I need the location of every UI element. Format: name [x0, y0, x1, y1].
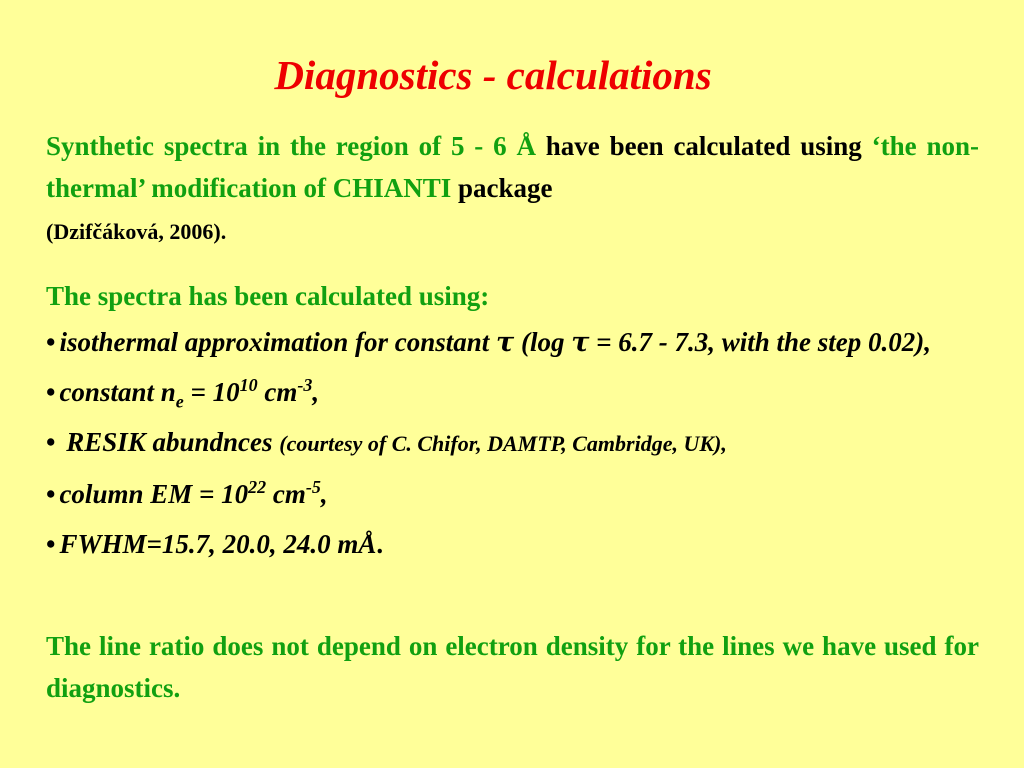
list-item: [46, 421, 979, 465]
b4-text-a: column EM = 10: [59, 479, 249, 509]
methods-list: [46, 322, 979, 573]
bullet-dot: •: [46, 479, 56, 509]
b1-text-c: = 6.7 - 7.3, with the step 0.02),: [589, 327, 932, 357]
b4-superscript-2: -5: [305, 477, 321, 497]
tau-symbol: τ: [571, 327, 590, 358]
b1-text-b: (log: [514, 327, 572, 357]
b2-superscript-2: -3: [297, 375, 313, 395]
slide-title: Diagnostics - calculations: [274, 52, 712, 98]
b2-subscript: e: [175, 391, 184, 412]
b2-superscript-1: 10: [239, 375, 258, 395]
intro-package-text: package: [451, 173, 553, 203]
intro-chianti-text: ‘the non-thermal’ modification of CHIANTI: [46, 131, 979, 203]
list-item: [46, 473, 979, 515]
b2-text-d: ,: [312, 377, 320, 407]
bullet-dot: •: [46, 377, 56, 407]
methods-heading: The spectra has been calculated using:: [46, 281, 490, 311]
list-item: [46, 523, 979, 565]
list-item: [46, 371, 979, 413]
conclusion-paragraph: The line ratio does not depend on electron density for the lines we have used for diagnostics.: [46, 631, 979, 703]
b2-text-c: cm: [257, 377, 298, 407]
tau-symbol: τ: [496, 327, 515, 358]
bullet-dot: •: [46, 529, 56, 559]
bullet-dot: •: [46, 427, 56, 457]
bullet-dot: •: [46, 327, 56, 357]
b4-text-b: cm: [266, 479, 306, 509]
b1-text-a: isothermal approximation for constant: [59, 327, 497, 357]
b4-superscript-1: 22: [248, 477, 267, 497]
b2-text-a: constant n: [59, 377, 176, 407]
list-item: [46, 322, 979, 363]
b3-text-a: RESIK abundnces: [59, 427, 280, 457]
b5-text-a: FWHM=15.7, 20.0, 24.0 mÅ: [59, 529, 377, 559]
b3-text-b: (courtesy of C. Chifor, DAMTP, Cambridge, UK),: [279, 431, 727, 456]
intro-green-text: Synthetic spectra in the region of 5 - 6 Å: [46, 131, 536, 161]
b5-text-b: .: [376, 529, 384, 559]
b2-text-b: = 10: [183, 377, 240, 407]
intro-black-text: have been calculated using: [535, 131, 872, 161]
b4-text-c: ,: [320, 479, 328, 509]
intro-paragraph: [46, 125, 979, 251]
intro-reference: (Dzifčáková, 2006).: [46, 219, 227, 244]
